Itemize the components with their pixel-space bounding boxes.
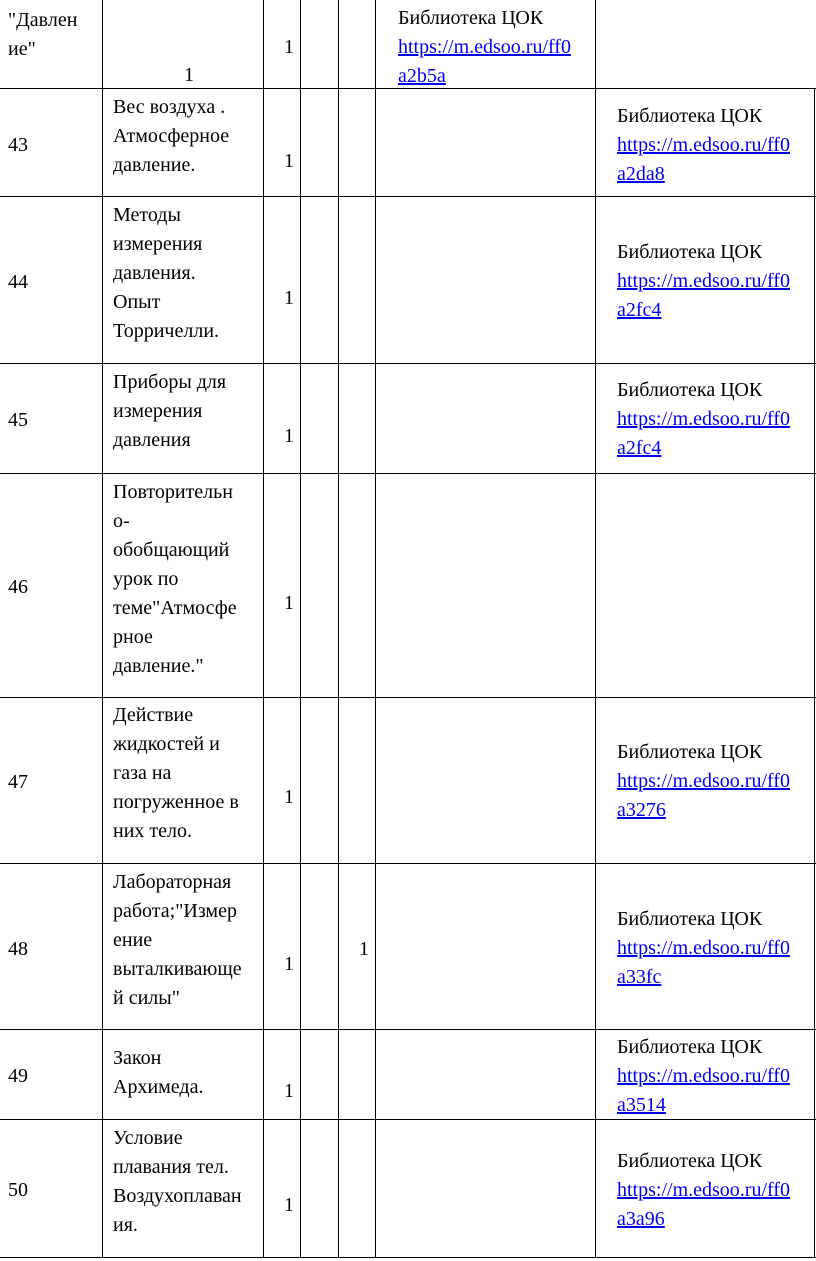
row-number: 43	[8, 134, 28, 156]
row-hours: 1	[284, 150, 294, 172]
resource-link[interactable]: https://m.edsoo.ru/ff0 a2da8	[617, 134, 790, 185]
row-number: 49	[8, 1065, 28, 1087]
row-topic: Закон Архимеда.	[113, 1047, 204, 1098]
row-resource: Библиотека ЦОК https://m.edsoo.ru/ff0 a3a96	[617, 1150, 790, 1230]
row-number: 50	[8, 1179, 28, 1201]
row-resource: Библиотека ЦОК https://m.edsoo.ru/ff0 a2fc4	[617, 379, 790, 459]
row-resource: Библиотека ЦОК https://m.edsoo.ru/ff0 a33fc	[617, 908, 790, 988]
top-topic: "Давлен ие"	[8, 9, 78, 60]
row-topic: Методы измерения давления. Опыт Торричелли.	[113, 204, 220, 342]
resource-link[interactable]: https://m.edsoo.ru/ff0 a3a96	[617, 1179, 790, 1230]
row-topic: Действие жидкостей и газа на погруженное в них тело.	[113, 704, 239, 842]
row-border	[0, 196, 816, 197]
row-lab: 1	[359, 938, 369, 960]
row-border	[0, 88, 816, 89]
column-border	[102, 0, 103, 1258]
row-topic: Условие плавания тел. Воздухоплаван ия.	[113, 1127, 242, 1236]
column-border	[300, 0, 301, 1258]
row-hours: 1	[284, 953, 294, 975]
column-border	[338, 0, 339, 1258]
top-hours: 1	[184, 64, 194, 86]
row-hours: 1	[284, 1080, 294, 1102]
row-topic: Вес воздуха . Атмосферное давление.	[113, 96, 230, 176]
row-number: 46	[8, 576, 28, 598]
row-border	[0, 1257, 816, 1258]
row-number: 44	[8, 271, 28, 293]
row-number: 48	[8, 938, 28, 960]
top-resource	[398, 4, 571, 91]
column-border	[595, 0, 596, 1258]
column-border	[263, 0, 264, 1258]
row-border	[0, 1029, 816, 1030]
row-topic: Приборы для измерения давления	[113, 371, 227, 451]
row-border	[0, 1119, 816, 1120]
row-resource: Библиотека ЦОК https://m.edsoo.ru/ff0 a2fc4	[617, 241, 790, 321]
row-border	[0, 473, 816, 474]
column-border	[375, 0, 376, 1258]
row-hours: 1	[284, 592, 294, 614]
row-topic: Лабораторная работа;"Измер ение выталкивающе й силы"	[113, 871, 242, 1009]
top-resource-link[interactable]: https://m.edsoo.ru/ff0 a2b5a	[398, 36, 571, 87]
row-resource: Библиотека ЦОК https://m.edsoo.ru/ff0 a3514	[617, 1036, 790, 1116]
row-border	[0, 863, 816, 864]
resource-link[interactable]: https://m.edsoo.ru/ff0 a2fc4	[617, 270, 790, 321]
row-hours: 1	[284, 1194, 294, 1216]
top-col3: 1	[284, 36, 294, 58]
row-border	[0, 363, 816, 364]
resource-link[interactable]: https://m.edsoo.ru/ff0 a3276	[617, 770, 790, 821]
resource-link[interactable]: https://m.edsoo.ru/ff0 a2fc4	[617, 408, 790, 459]
resource-link[interactable]: https://m.edsoo.ru/ff0 a33fc	[617, 937, 790, 988]
row-hours: 1	[284, 425, 294, 447]
column-border	[814, 88, 815, 1258]
row-hours: 1	[284, 786, 294, 808]
row-border	[0, 697, 816, 698]
row-resource: Библиотека ЦОК https://m.edsoo.ru/ff0 a3276	[617, 741, 790, 821]
row-resource: Библиотека ЦОК https://m.edsoo.ru/ff0 a2da8	[617, 105, 790, 185]
row-topic: Повторительн о- обобщающий урок по теме"Атмосфе рное давление."	[113, 481, 237, 677]
top-resource-label: Библиотека ЦОК	[398, 7, 544, 29]
row-number: 45	[8, 409, 28, 431]
row-number: 47	[8, 771, 28, 793]
row-hours: 1	[284, 287, 294, 309]
resource-link[interactable]: https://m.edsoo.ru/ff0 a3514	[617, 1065, 790, 1116]
